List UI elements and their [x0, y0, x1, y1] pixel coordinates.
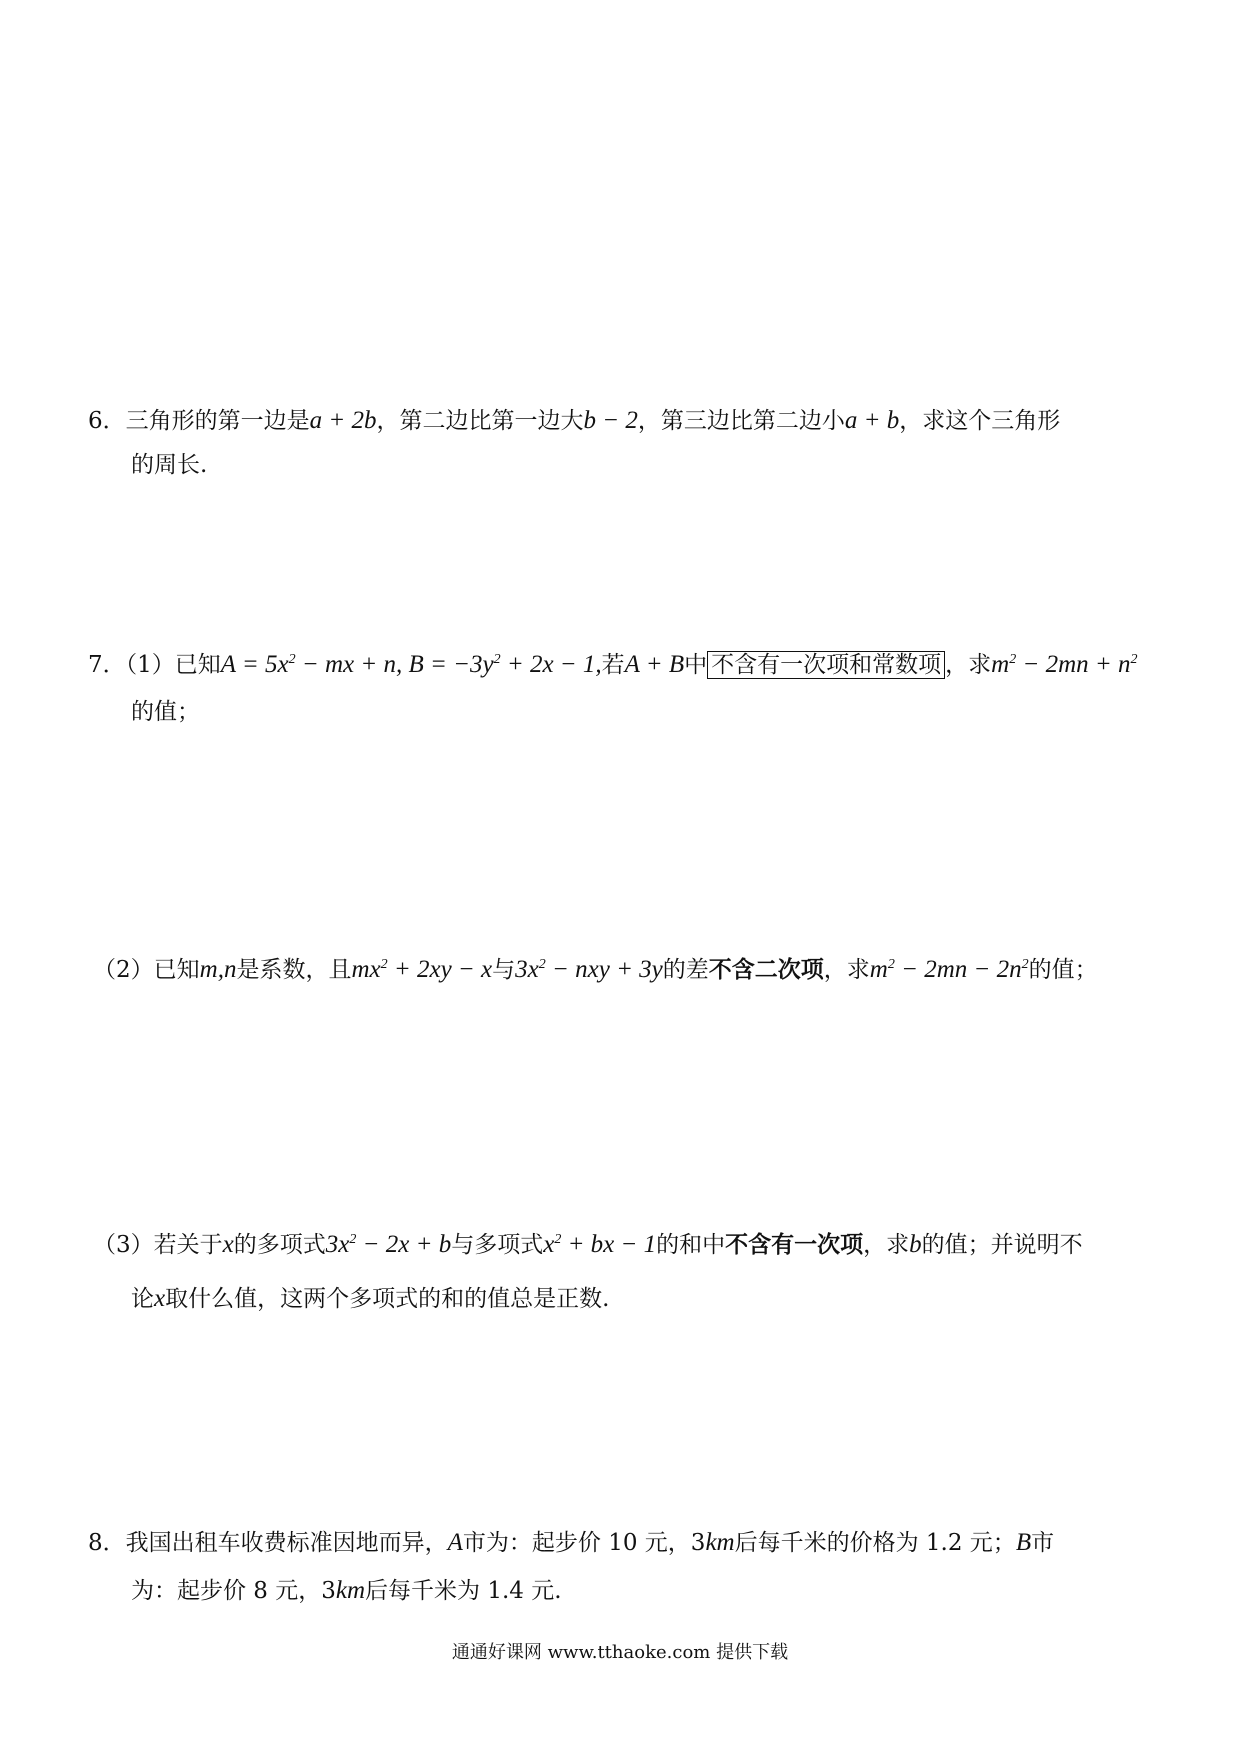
q7-p1-text: 的值； [131, 699, 200, 725]
q8-math-km: km [705, 1529, 735, 1556]
q7-p3-math-b: b [909, 1231, 922, 1258]
q7-part3-line1 [93, 1230, 1083, 1260]
q7-p2-text: 的值； [1028, 957, 1098, 983]
q7-p3-text: 论 [131, 1286, 154, 1312]
q6-line1 [88, 406, 1060, 436]
q6-text: 三角形的第一边是 [125, 408, 310, 434]
q7-p2-text: ，求 [823, 957, 870, 983]
q7-part1-line1 [88, 650, 1138, 680]
q6-math-first-side: a + 2b [309, 407, 377, 434]
q7-part2-line1 [93, 955, 1098, 985]
q6-text: ，第二边比第一边大 [376, 408, 584, 434]
q7-number: 7． [88, 652, 126, 678]
page-footer: 通通好课网 www.tthaoke.com 提供下载 [451, 1642, 789, 1663]
q8-text: 市 [1031, 1530, 1055, 1556]
q7-p3-prefix: （3）若关于 [93, 1232, 223, 1258]
q8-math-km2: km [335, 1577, 366, 1604]
q7-p3-text: 的值；并说明不 [921, 1232, 1083, 1258]
q6-math-less: a + b [844, 407, 900, 434]
q7-p3-text: ，求 [863, 1232, 910, 1258]
q8-text: 后每千米为 1.4 元. [365, 1578, 562, 1604]
q8-line1 [88, 1528, 1054, 1558]
q7-p3-text: 取什么值，这两个多项式的和的值总是正数. [165, 1286, 610, 1312]
q6-text: ，求这个三角形 [899, 408, 1061, 434]
q7-p1-prefix: （1）已知 [125, 652, 221, 678]
q6-text: 的周长. [131, 452, 208, 478]
q7-part1-line2 [131, 697, 200, 727]
q7-p2-math-mn: m,n [199, 956, 237, 983]
q7-p2-text: 与 [492, 957, 516, 983]
q7-p2-text: 的差 [662, 957, 709, 983]
q7-p3-text: 的和中 [656, 1232, 726, 1258]
q7-p1-math-A: $A = 5x^2$ − mx + n, $B = -3y^2 + 2x - 1$, [220, 651, 602, 678]
q7-p3-math-x: x [222, 1231, 234, 1258]
q7-p2-math-poly2: $3x^2$ − nxy + 3y [515, 956, 663, 983]
q8-text: 后每千米的价格为 1.2 元； [734, 1530, 1016, 1556]
q8-number: 8． [88, 1530, 126, 1556]
q7-part3-line2 [131, 1284, 609, 1314]
q7-p1-math-sum: A + B [624, 651, 685, 678]
q7-p1-math-target: $m^2 - 2mn + n^2$ [991, 651, 1138, 678]
q7-p2-math-poly1: $mx^2 + 2xy - x$ [351, 956, 493, 983]
q7-p1-boxed-condition: 不含有一次项和常数项 [707, 651, 945, 679]
q7-p1-text: 若 [601, 652, 625, 678]
q7-p3-bold-condition: 不含有一次项 [725, 1231, 864, 1258]
q7-p3-text: 与多项式 [451, 1232, 544, 1258]
q6-math-diff: b − 2 [583, 407, 638, 434]
q6-number: 6． [88, 408, 126, 434]
q8-math-B: B [1015, 1529, 1032, 1556]
q7-p3-math-poly1: $3x^2 - 2x + b$ [325, 1231, 452, 1258]
q7-p1-text: 中 [684, 652, 708, 678]
q7-p2-text: 是系数，且 [236, 957, 352, 983]
q7-p1-text: ，求 [945, 652, 992, 678]
q7-p2-math-target: $m^2 - 2mn - 2n^2$ [869, 956, 1029, 983]
q8-text: 市为：起步价 10 元，3 [462, 1530, 706, 1556]
q7-p2-bold-condition: 不含二次项 [708, 956, 824, 983]
q7-p3-math-poly2: $x^2$ + bx − 1 [543, 1231, 657, 1258]
q7-p3-text: 的多项式 [233, 1232, 326, 1258]
q6-text: ，第三边比第二边小 [637, 408, 845, 434]
q8-text: 为：起步价 8 元，3 [131, 1578, 336, 1604]
q8-line2 [131, 1576, 562, 1606]
q6-line2 [131, 450, 207, 480]
q7-p3-math-x2: x [154, 1285, 166, 1312]
q8-math-A: A [447, 1529, 463, 1556]
q7-p2-prefix: （2）已知 [93, 957, 200, 983]
q8-text: 我国出租车收费标准因地而异， [125, 1530, 448, 1556]
